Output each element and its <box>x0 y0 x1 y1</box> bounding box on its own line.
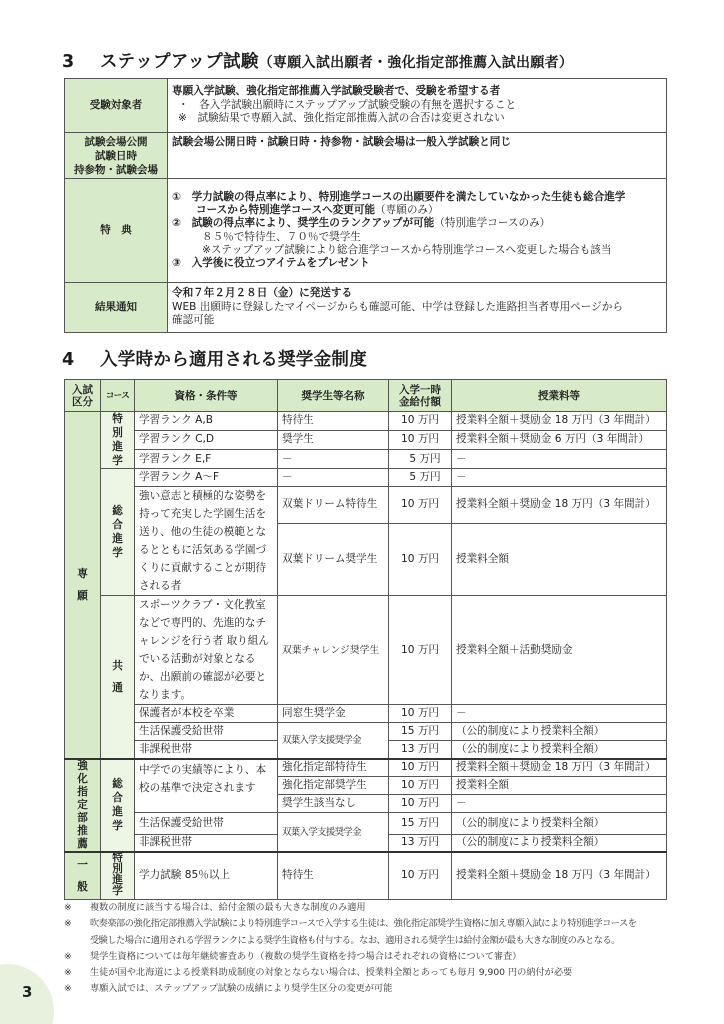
result-line-1: 令和７年２月２８日（金）に発送する <box>172 287 353 300</box>
venue-cell <box>168 133 667 179</box>
name-cell: 特待生 <box>278 412 389 431</box>
course-sougou: 総合進学 <box>101 469 135 596</box>
benefits-cell <box>168 179 667 283</box>
header-scholar-name: 奨学生等名称 <box>278 380 389 412</box>
table-row <box>65 133 667 179</box>
name-cell: － <box>278 450 389 469</box>
cond-cell-challenge: スポーツクラブ・文化教室などで専門的、先進的なチャレンジを行う者 取り組んでいる活動が対象となるか、出願前の確認が必要となります。 <box>135 596 278 705</box>
name-cell: 奨学生 <box>278 431 389 450</box>
fee-cell: － <box>452 705 667 723</box>
result-cell <box>168 283 667 333</box>
amount-cell: 10 万円 <box>389 487 452 523</box>
benefit-1-note: （専願のみ） <box>375 204 439 217</box>
stepup-exam-table <box>64 78 667 333</box>
amount-cell: 15 万円 <box>389 813 452 834</box>
section4-number: 4 <box>62 350 75 370</box>
cond-cell: 保護者が本校を卒業 <box>135 705 278 723</box>
name-cell: 特待生 <box>278 852 389 899</box>
fee-cell: 授業料全額 <box>452 777 667 795</box>
cond-cell: 学習ランク A～F <box>135 469 278 487</box>
amount-cell: 10 万円 <box>389 852 452 899</box>
amount-cell: 10 万円 <box>389 705 452 723</box>
name-cell: 強化指定部奨学生 <box>278 777 389 795</box>
section4-title-text: 入学時から適用される奨学金制度 <box>100 350 367 370</box>
header-course: コース <box>101 380 135 412</box>
name-cell: 強化指定部特待生 <box>278 759 389 777</box>
name-cell: 同窓生奨学金 <box>278 705 389 723</box>
amount-cell: 10 万円 <box>389 431 452 450</box>
header-tuition: 授業料等 <box>452 380 667 412</box>
table-row <box>65 759 667 777</box>
note-item: ※ 吹奏楽部の強化指定部推薦入学試験により特別進学コースで入学する生徒は、強化指定部奨学生資格に加え専願入試により特別進学コースを <box>64 918 637 930</box>
name-cell: 奨学生該当なし <box>278 795 389 813</box>
course-sougou-kyouka: 総合進学 <box>101 759 135 852</box>
amount-cell: 10 万円 <box>389 795 452 813</box>
notes <box>64 900 684 998</box>
table-row <box>65 487 667 523</box>
result-line-3: 確認可能 <box>172 314 215 327</box>
course-tokubetsu-ippan: 特別進学 <box>101 852 135 899</box>
table-row <box>65 705 667 723</box>
amount-cell: 13 万円 <box>389 834 452 852</box>
eligibility-line-2: ・ 各入学試験出願時にステップアップ試験受験の有無を選択すること <box>178 98 517 111</box>
section3-title-text: ステップアップ試験 <box>100 52 259 72</box>
name-cell: 双葉チャレンジ奨学生 <box>278 596 389 705</box>
header-condition: 資格・条件等 <box>135 380 278 412</box>
table-row <box>65 723 667 741</box>
fee-cell: － <box>452 795 667 813</box>
eligibility-line-1: 専願入学試験、強化指定部推薦入学試験受験者で、受験を希望する者 <box>172 85 501 98</box>
cond-cell: 生活保護受給世帯 <box>135 813 278 834</box>
benefit-1-line-1: ① 学力試験の得点率により、特別進学コースの出願要件を満たしていなかった生徒も総合進学 <box>172 190 626 203</box>
amount-cell: 10 万円 <box>389 759 452 777</box>
cond-cell: 学習ランク C,D <box>135 431 278 450</box>
benefit-2-note: （特別進学コースのみ） <box>434 217 551 230</box>
name-cell: － <box>278 469 389 487</box>
course-tokubetsu: 特別進学 <box>101 412 135 469</box>
benefit-2-line-1: ② 試験の得点率により、奨学生のランクアップが可能 <box>172 217 435 230</box>
fee-cell: （公的制度により授業料全額） <box>452 834 667 852</box>
cond-cell: 非課税世帯 <box>135 834 278 852</box>
table-row <box>65 179 667 283</box>
cond-cell-dream: 強い意志と積極的な姿勢を持って充実した学園生活を送り、他の生徒の模範となるとともに活気ある学園づくりに貢献することが期待される者 <box>135 487 278 596</box>
fee-cell: － <box>452 450 667 469</box>
header-exam-type: 入試区分 <box>65 380 101 412</box>
table-row <box>65 596 667 705</box>
fee-cell: 授業料全額＋活動奨励金 <box>452 596 667 705</box>
table-row <box>65 79 667 133</box>
cond-cell: 学力試験 85％以上 <box>135 852 278 899</box>
fee-cell: （公的制度により授業料全額） <box>452 813 667 834</box>
row-header-eligibility: 受験対象者 <box>65 79 168 133</box>
cond-cell: 非課税世帯 <box>135 741 278 759</box>
header-lump-sum: 入学一時金給付額 <box>389 380 452 412</box>
group-kyouka: 強化指定部推薦 <box>65 759 101 852</box>
section3-subtitle: （専願入試出願者・強化指定部推薦入試出願者） <box>258 55 574 71</box>
table-row <box>65 283 667 333</box>
name-cell: 双葉ドリーム特待生 <box>278 487 389 523</box>
table-row <box>65 431 667 450</box>
amount-cell: 10 万円 <box>389 596 452 705</box>
fee-cell: 授業料全額 <box>452 523 667 596</box>
fee-cell: 授業料全額＋奨励金 18 万円（3 年間計） <box>452 487 667 523</box>
fee-cell: 授業料全額＋奨励金 18 万円（3 年間計） <box>452 852 667 899</box>
fee-cell: － <box>452 469 667 487</box>
note-item: 受験した場合に適用される学習ランクによる奨学生資格も付与する。なお、適用される奨学生は給付金額が最も大きな制度のみとなる。 <box>90 934 620 946</box>
amount-cell: 5 万円 <box>389 450 452 469</box>
venue-header-line-3: 持参物・試験会場 <box>74 163 158 176</box>
table-row <box>65 813 667 834</box>
fee-cell: （公的制度により授業料全額） <box>452 723 667 741</box>
amount-cell: 10 万円 <box>389 777 452 795</box>
name-cell: 双葉入学支援奨学金 <box>278 723 389 759</box>
note-item: ※ 生徒が国や北海道による授業料助成制度の対象とならない場合は、授業料全額とあっても毎月 9,900 円の納付が必要 <box>64 967 573 979</box>
row-header-venue <box>65 133 168 179</box>
benefit-3-line-1: ③ 入学後に役立つアイテムをプレゼント <box>172 256 370 269</box>
table-row <box>65 469 667 487</box>
eligibility-cell <box>168 79 667 133</box>
amount-cell: 13 万円 <box>389 741 452 759</box>
cond-cell: 生活保護受給世帯 <box>135 723 278 741</box>
table-row <box>65 412 667 431</box>
page-number: 3 <box>22 983 33 1001</box>
table-row <box>65 450 667 469</box>
fee-cell: 授業料全額＋奨励金 18 万円（3 年間計） <box>452 412 667 431</box>
table-row <box>65 852 667 899</box>
section3-number: 3 <box>62 52 75 72</box>
cond-cell: 学習ランク A,B <box>135 412 278 431</box>
name-cell: 双葉ドリーム奨学生 <box>278 523 389 596</box>
venue-line-1: 試験会場公開日時・試験日時・持参物・試験会場は一般入学試験と同じ <box>172 136 511 148</box>
fee-cell: 授業料全額＋奨励金 6 万円（3 年間計） <box>452 431 667 450</box>
eligibility-line-3: ※ 試験結果で専願入試、強化指定部推薦入試の合否は変更されない <box>178 112 505 125</box>
course-kyoutsuu: 共通 <box>101 596 135 759</box>
note-item: ※ 専願入試では、ステップアップ試験の成績により奨学生区分の変更が可能 <box>64 983 393 995</box>
benefit-2-line-2: ８５％で特待生、７０％で奨学生 <box>202 230 361 243</box>
result-line-2: WEB 出願時に登録したマイページからも確認可能、中学は登録した進路担当者専用ページから <box>172 300 623 313</box>
venue-header-line-2: 試験日時 <box>95 149 137 162</box>
row-header-benefits: 特 典 <box>65 179 168 283</box>
benefit-1-line-2: コースから特別進学コースへ変更可能 <box>196 204 376 217</box>
fee-cell: （公的制度により授業料全額） <box>452 741 667 759</box>
amount-cell: 5 万円 <box>389 469 452 487</box>
row-header-result: 結果通知 <box>65 283 168 333</box>
table-header-row <box>65 380 667 412</box>
fee-cell: 授業料全額＋奨励金 18 万円（3 年間計） <box>452 759 667 777</box>
amount-cell: 15 万円 <box>389 723 452 741</box>
scholarship-table <box>64 379 667 900</box>
note-item: ※ 複数の制度に該当する場合は、給付金額の最も大きな制度のみ適用 <box>64 902 366 913</box>
name-cell: 双葉入学支援奨学金 <box>278 813 389 852</box>
group-ippan: 一般 <box>65 852 101 899</box>
section3-title <box>62 48 573 73</box>
cond-cell-kyouka: 中学での実績等により、本校の基準で決定されます <box>135 759 278 813</box>
cond-cell: 学習ランク E,F <box>135 450 278 469</box>
group-senkan: 専願 <box>65 412 101 759</box>
benefit-2-line-3: ※ステップアップ試験により総合進学コースから特別進学コースへ変更した場合も該当 <box>202 243 612 256</box>
venue-header-line-1: 試験会場公開 <box>84 135 148 148</box>
amount-cell: 10 万円 <box>389 412 452 431</box>
amount-cell: 10 万円 <box>389 523 452 596</box>
section4-title <box>62 346 367 371</box>
note-item: ※ 奨学生資格については毎年継続審査あり（複数の奨学生資格を持つ場合はそれぞれの資格について審査） <box>64 950 522 962</box>
